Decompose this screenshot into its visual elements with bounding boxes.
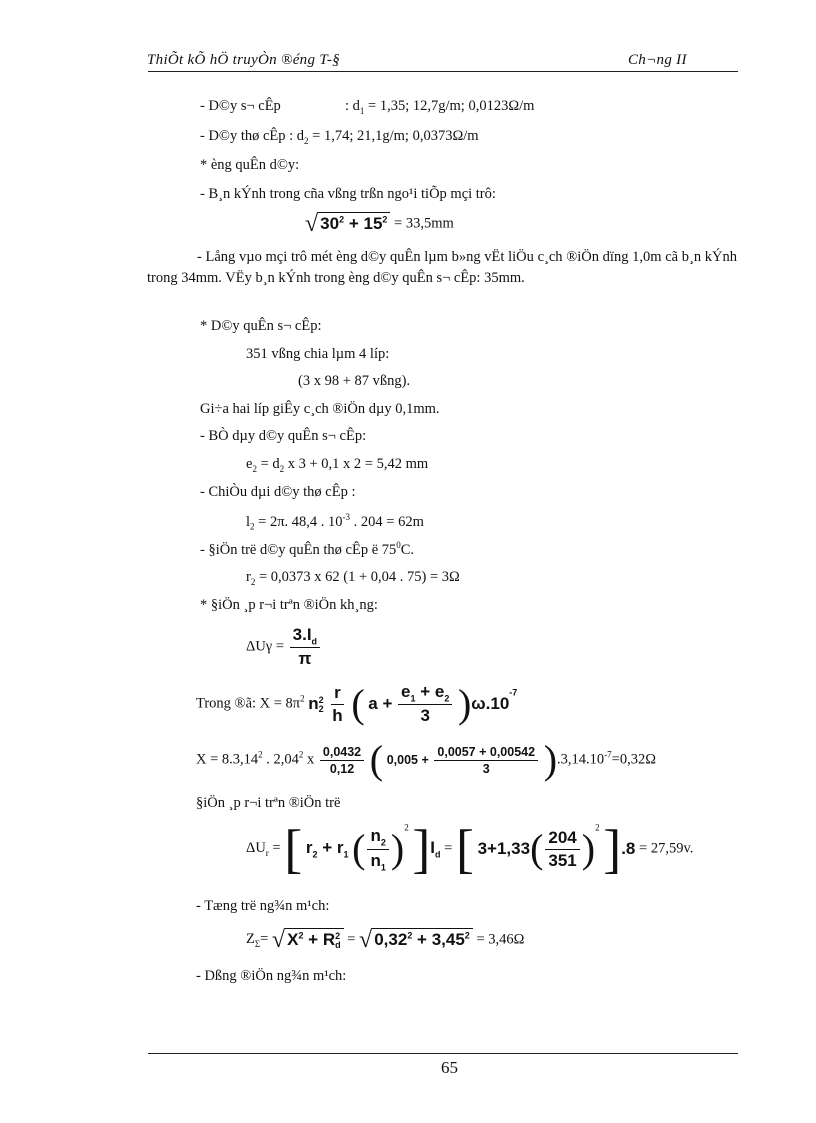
resistive-drop-formula xyxy=(246,819,694,879)
n-scripts xyxy=(319,696,324,714)
running-header-chapter: Ch¬ng II xyxy=(628,52,687,68)
sqrt-radicand: $30^2 + 15^2$ xyxy=(318,212,390,236)
l2-symbol: l xyxy=(246,513,251,530)
paren-open-4: ( xyxy=(530,826,544,871)
z-sub: Σ xyxy=(254,938,261,949)
e2-sub: 2 xyxy=(252,463,257,474)
insulation-text: Gi÷a hai líp giÊy c¸ch ®iÖn dµy 0,1mm. xyxy=(200,401,440,417)
radicand-numeric xyxy=(372,928,473,952)
r-num: r xyxy=(331,683,344,705)
frac-den-012: 0,12 xyxy=(329,761,355,776)
r1-sub: 1 xyxy=(343,849,349,860)
delta-u: ΔU xyxy=(246,840,266,857)
e1-sub: 1 xyxy=(410,693,416,704)
radius-formula xyxy=(305,212,454,236)
coil-tube-heading: * èng quÊn d©y: xyxy=(200,157,300,173)
fraction-204-351 xyxy=(545,828,579,871)
exp-2: 2 xyxy=(298,749,304,760)
exp-1: 2 xyxy=(258,749,263,760)
r2: r xyxy=(305,838,313,858)
bracket-close-2: ] xyxy=(603,819,622,879)
fraction-n2-n1 xyxy=(367,826,388,872)
d2-symbol: = d xyxy=(256,456,280,472)
length-formula xyxy=(246,512,424,532)
fraction-r-h xyxy=(329,683,345,726)
sqrt-exp-b: 2 xyxy=(382,214,388,225)
plus-r1: + r xyxy=(317,838,344,858)
x-tail: .3,14.10 xyxy=(557,751,605,768)
bracket-close: ] xyxy=(412,819,431,879)
r2-symbol: r xyxy=(246,569,251,585)
fraction-inner xyxy=(434,745,538,776)
r2-sub: 2 xyxy=(250,576,256,587)
eq-2: = xyxy=(440,840,453,857)
reactance-drop-heading: * §iÖn ¸p r¬i trªn ®iÖn kh¸ng: xyxy=(200,597,378,613)
sqrt-sign-2: √ xyxy=(271,927,286,953)
frac-num-0432: 0,0432 xyxy=(320,745,364,761)
fraction-0432 xyxy=(320,745,364,776)
i-symbol: I xyxy=(430,838,436,858)
inner-num: 0,0057 + 0,00542 xyxy=(434,745,538,761)
circumscribed-radius-text: - B¸n kÝnh trong cña vßng trßn ngo¹i tiÕp mçi trô: xyxy=(200,186,496,202)
tube-paragraph: - Lång vµo mçi trô mét èng d©y quÊn lµm b»ng vËt liÖu c¸ch ®iÖn dïng 1,0m cã b¸n kÝnh trong 34mm. VËy b¸n kÝnh trong èng d©y quÊn s¬ cÊp: 35mm. xyxy=(147,249,737,286)
x-tail-exp: -7 xyxy=(604,749,612,760)
rd-exp: 2 xyxy=(335,930,341,941)
paren-close: ) xyxy=(457,681,472,727)
three-plus: 3+1,33 xyxy=(477,839,531,858)
val-032: 0,32 xyxy=(374,930,408,949)
sqrt-exp-a: 2 xyxy=(339,214,345,225)
short-circuit-current-heading: - Dßng ®iÖn ng¾n m¹ch: xyxy=(196,968,347,984)
e-sum xyxy=(398,682,452,705)
paren-close-4: ) xyxy=(581,826,596,871)
delta-u-sub: r xyxy=(265,847,269,858)
rd-term: + R xyxy=(303,930,336,949)
omega-term: ω.10 xyxy=(471,694,510,714)
sq-2: 2 xyxy=(595,822,600,833)
sqrt-term-a: 30 xyxy=(320,214,340,233)
val-345-exp: 2 xyxy=(464,930,470,941)
r2-sub-b: 2 xyxy=(312,849,318,860)
n2: n xyxy=(370,826,381,846)
resistance-heading-text: - §iÖn trë d©y quÊn thø cÊp ë 75 xyxy=(200,541,397,558)
reactance-x-formula xyxy=(196,682,517,726)
three-den: 3 xyxy=(420,706,430,726)
primary-wire-spec: = 1,35; 12,7g/m; 0,0123Ω/m xyxy=(364,98,535,114)
i-sub: d xyxy=(435,849,441,860)
primary-wire-values xyxy=(345,98,534,116)
paren-close-2: ) xyxy=(543,737,558,782)
sqrt-sign: √ xyxy=(305,211,319,237)
thickness-formula xyxy=(246,456,428,474)
x-numeric-mid: . 2,04 xyxy=(262,751,299,768)
eq-1: = xyxy=(268,840,281,857)
bracket-open-2: [ xyxy=(455,819,474,879)
x-result: =0,32Ω xyxy=(611,751,656,768)
val-032-exp: 2 xyxy=(407,930,413,941)
n2-term xyxy=(308,694,323,713)
running-header-title: ThiÕt kÕ hÖ truyÒn ®éng T-§ xyxy=(147,52,340,68)
header-rule xyxy=(148,71,738,72)
resistance-result: = 0,0373 x 62 (1 + 0,04 . 75) = 3Ω xyxy=(255,569,460,585)
n2-sub: 2 xyxy=(380,837,386,848)
sqrt-numeric xyxy=(359,928,473,952)
rd-scripts xyxy=(335,932,341,950)
n-symbol: n xyxy=(308,694,319,714)
r2-plus-r1 xyxy=(305,838,349,860)
times-sign: x xyxy=(303,751,315,768)
primary-winding-heading: * D©y quÊn s¬ cÊp: xyxy=(200,318,322,334)
turns-layers-text: 351 vßng chia lµm 4 líp: xyxy=(246,346,390,362)
impedance-heading: - Tæng trë ng¾n m¹ch: xyxy=(196,898,330,914)
x-exp: 2 xyxy=(298,930,304,941)
fraction-3id-pi xyxy=(290,625,320,669)
radius-result: = 33,5mm xyxy=(390,215,454,232)
sqrt-sign-3: √ xyxy=(359,927,373,953)
omega-exp: -7 xyxy=(509,687,518,698)
rd-sub: d xyxy=(335,939,341,950)
sqrt-x-rd xyxy=(272,928,344,952)
turns-breakdown-text: (3 x 98 + 87 vßng). xyxy=(298,373,411,389)
z-sigma xyxy=(246,931,272,947)
thickness-heading: - BÒ dµy d©y quÊn s¬ cÊp: xyxy=(200,428,367,444)
primary-wire-d: : d xyxy=(345,98,360,114)
n1-sub: 1 xyxy=(380,861,386,872)
resistive-drop-heading: §iÖn ¸p r¬i trªn ®iÖn trë xyxy=(196,795,341,811)
length-expr: = 2π. 48,4 . 10 xyxy=(254,513,343,530)
inner-term: 0,005 + xyxy=(386,753,429,767)
bracket-open: [ xyxy=(284,819,303,879)
z-result: = 3,46Ω xyxy=(472,931,525,948)
primary-wire-label: - D©y s¬ cÊp xyxy=(200,98,281,114)
a-plus: a + xyxy=(368,694,393,714)
x-definition-prefix: Trong ®ã: X = 8π xyxy=(196,695,301,712)
e2-symbol: + e xyxy=(415,682,445,701)
resistance-heading xyxy=(200,540,414,559)
num-sub-d: d xyxy=(311,636,318,647)
val-345: + 3,45 xyxy=(412,930,465,949)
degree-sup: 0 xyxy=(396,540,401,550)
footer-rule xyxy=(148,1053,738,1054)
thickness-result: x 3 + 0,1 x 2 = 5,42 mm xyxy=(284,456,429,472)
degree-unit: C. xyxy=(400,541,415,558)
sq-1: 2 xyxy=(404,822,409,833)
primary-wire-line xyxy=(200,98,281,115)
num-3i: 3.I xyxy=(292,625,312,644)
h-den: h xyxy=(332,705,343,725)
z-symbol: Z xyxy=(246,931,255,948)
times-8: .8 xyxy=(621,839,636,858)
sqrt-expression xyxy=(305,212,390,236)
paren-open-2: ( xyxy=(369,737,384,782)
d2-sub: 2 xyxy=(279,463,285,474)
n1-den xyxy=(367,850,388,872)
eq-z2: = xyxy=(343,931,360,948)
impedance-formula xyxy=(246,928,524,952)
sqrt-term-b: 15 xyxy=(363,214,383,233)
secondary-wire-label: - D©y thø cÊp : d xyxy=(200,128,305,144)
paren-open-3: ( xyxy=(352,826,366,871)
x-term: X xyxy=(287,930,299,949)
x-numeric-prefix: X = 8.3,14 xyxy=(196,751,259,768)
inner-den: 3 xyxy=(482,761,490,776)
secondary-wire-spec: = 1,74; 21,1g/m; 0,0373Ω/m xyxy=(308,128,479,144)
e1-symbol: e xyxy=(401,682,411,701)
n2-num xyxy=(367,826,388,849)
length-exp: -3 xyxy=(342,512,351,522)
radicand-x-rd xyxy=(285,928,344,952)
eq-z: = xyxy=(260,931,272,948)
pi-squared: 2 xyxy=(300,693,305,704)
reactance-x-numeric xyxy=(196,737,656,782)
secondary-wire-line xyxy=(200,128,479,146)
paren-close-3: ) xyxy=(390,826,405,871)
length-heading: - ChiÒu dµi d©y thø cÊp : xyxy=(200,484,356,500)
paren-open: ( xyxy=(351,681,365,727)
den-351: 351 xyxy=(548,850,577,870)
e2-symbol: e xyxy=(246,456,253,472)
length-result: . 204 = 62m xyxy=(350,513,424,530)
e2-sub-frac: 2 xyxy=(444,693,450,704)
n1: n xyxy=(370,850,381,870)
primary-wire-d-sub: 1 xyxy=(359,105,365,116)
id-term xyxy=(430,838,441,860)
l2-sub: 2 xyxy=(250,521,255,532)
reactance-drop-formula xyxy=(246,625,322,669)
ur-result: = 27,59v. xyxy=(635,840,694,857)
delta-ur xyxy=(246,840,281,856)
resistance-formula xyxy=(246,569,460,587)
page-number: 65 xyxy=(441,1058,458,1077)
n-sub: 2 xyxy=(318,703,324,714)
fraction-den: π xyxy=(298,649,312,669)
secondary-wire-d-sub: 2 xyxy=(304,135,309,146)
fraction-e1e2 xyxy=(398,682,452,726)
fraction-num xyxy=(290,625,320,648)
num-204: 204 xyxy=(545,828,579,850)
n-sup: 2 xyxy=(318,694,324,705)
delta-u-gamma: ΔUγ = xyxy=(246,638,285,655)
